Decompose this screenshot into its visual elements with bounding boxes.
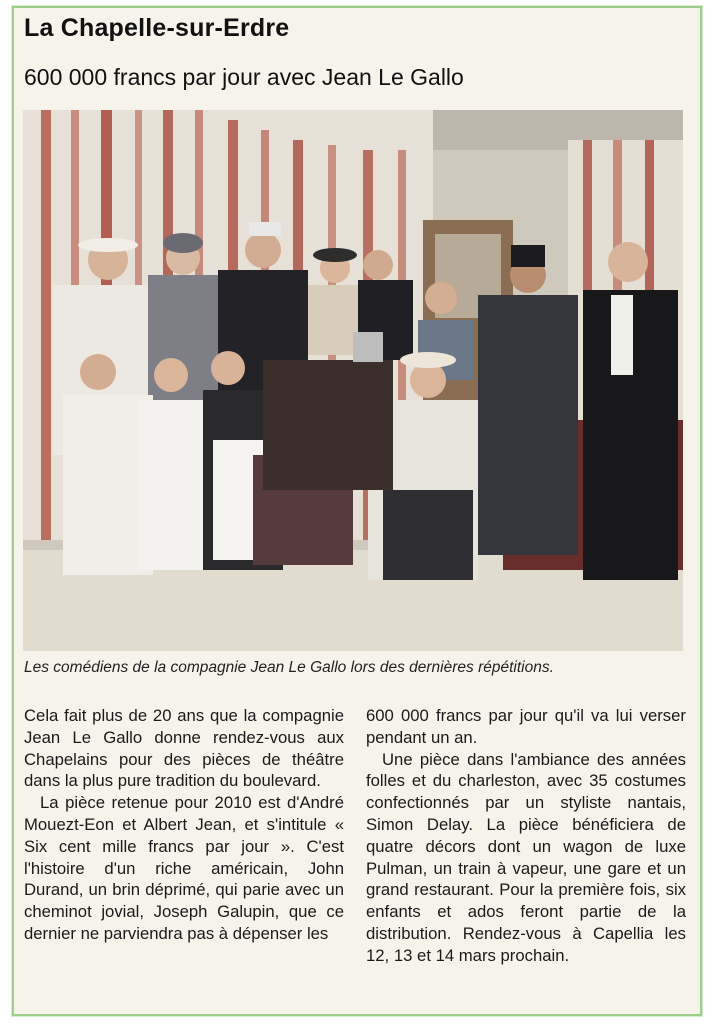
article-left-column <box>24 705 344 945</box>
article-right-column <box>366 705 686 967</box>
paragraph: Une pièce dans l'ambiance des années folles et du charleston, avec 35 costumes confectionnés par un styliste nantais, Simon Delay. La pièce bénéficiera de quatre décors dont un wagon de luxe Pulman, un train à vapeur, une gare et un grand restaurant. Pour la première fois, six enfants et ados feront partie de la distribution. Rendez-vous à Capellia les 12, 13 et 14 mars prochain. <box>366 749 686 965</box>
subheadline: 600 000 francs par jour avec Jean Le Gallo <box>24 64 464 90</box>
photo-caption: Les comédiens de la compagnie Jean Le Gallo lors des dernières répétitions. <box>24 659 554 676</box>
paragraph: Cela fait plus de 20 ans que la compagnie Jean Le Gallo donne rendez-vous aux Chapelains pour des pièces de théâtre dans la plus pure tradition du boulevard. <box>24 706 344 791</box>
paragraph: 600 000 francs par jour qu'il va lui verser pendant un an. <box>366 706 686 747</box>
headline: La Chapelle-sur-Erdre <box>24 14 290 42</box>
paragraph: La pièce retenue pour 2010 est d'André Mouezt-Eon et Albert Jean, et s'intitule « Six cent mille francs par jour ». C'est l'histoire d'un riche américain, John Durand, un brin déprimé, qui parie avec un cheminot jovial, Joseph Galupin, que ce dernier ne parviendra pas à dépenser les <box>24 793 344 943</box>
cast-photo <box>23 110 683 651</box>
